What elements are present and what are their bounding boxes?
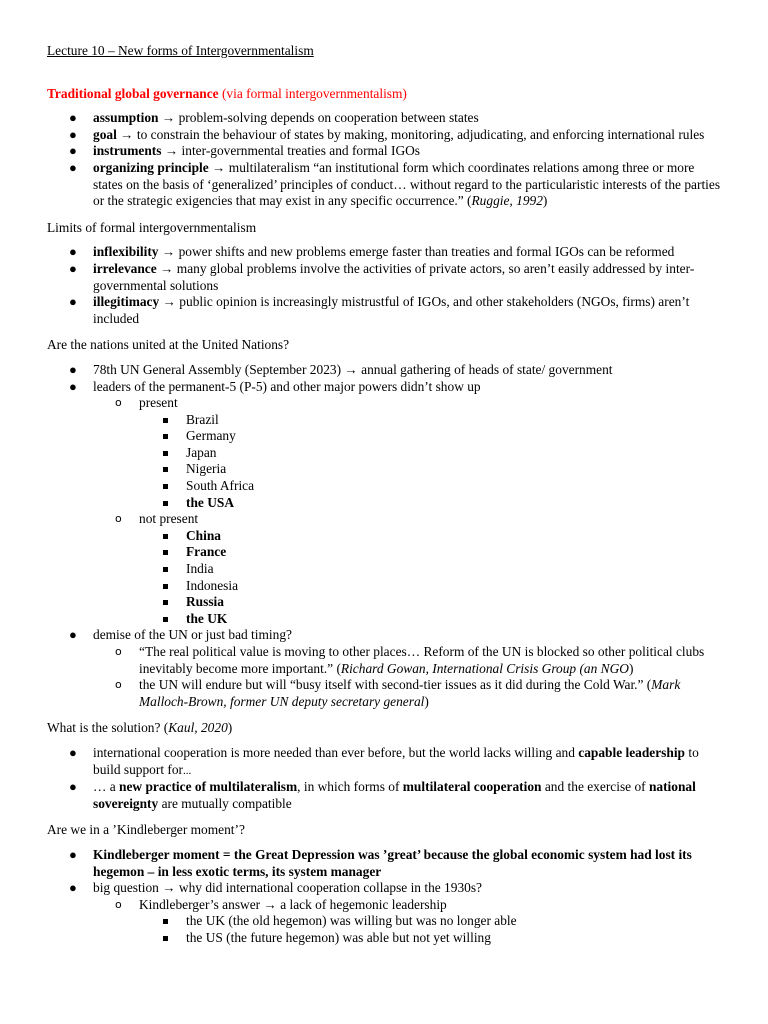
list-item: ● demise of the UN or just bad timing? o “The real political value is moving to other places… Reform of the UN is blocked so other political clubs inevitably become more important.” (Richard Gowan, International Crisis Group (an NGO) o the UN will endure but will “busy itself with second-tier issues as it did during the Cold War.” (Mark Malloch-Brown, former UN deputy secretary general) (47, 627, 727, 710)
bullet-icon: ● (69, 846, 77, 862)
kindleberger-list (47, 847, 727, 947)
list-item: ● international cooperation is more needed than ever before, but the world lacks willing and capable leadership to build support for... (69, 744, 699, 777)
arrow-icon: → (162, 294, 176, 310)
solution-list (47, 745, 727, 812)
bullet-icon: ● (69, 126, 77, 142)
arrow-icon: → (160, 260, 174, 276)
present-countries (139, 412, 727, 512)
square-bullet-icon (163, 584, 168, 589)
bullet-icon: ● (69, 880, 77, 896)
bullet-icon: ● (69, 244, 77, 260)
square-bullet-icon (163, 484, 168, 489)
square-bullet-icon (163, 567, 168, 572)
page-title: Lecture 10 – New forms of Intergovernmentalism (47, 43, 314, 58)
bullet-icon: ● (69, 378, 77, 394)
list-item-not-present: o not present China France India Indonesia Russia the UK (93, 511, 727, 627)
list-item: ● irrelevance → many global problems involve the activities of private actors, so aren’t easily addressed by inter-governmental solutions (69, 260, 695, 293)
document-page (47, 43, 727, 957)
attendance-list (93, 395, 727, 627)
bullet-icon: ● (69, 361, 77, 377)
bullet-icon: ● (69, 779, 77, 795)
square-bullet-icon (163, 617, 168, 622)
list-item: ● instruments → inter-governmental treaties and formal IGOs (69, 143, 420, 159)
section-heading-solution: What is the solution? (Kaul, 2020) (47, 720, 233, 736)
country-item: Nigeria (139, 461, 727, 478)
bullet-icon: ● (69, 260, 77, 276)
country-item: Japan (139, 445, 727, 462)
list-item: the US (the future hegemon) was able but not yet willing (139, 930, 727, 947)
limits-list (47, 244, 727, 327)
not-present-countries (139, 528, 727, 628)
traditional-governance-list (47, 110, 727, 210)
list-item: the UK (the old hegemon) was willing but was no longer able (139, 913, 727, 930)
quotes-list (93, 644, 727, 710)
list-item: ● … a new practice of multilateralism, in which forms of multilateral cooperation and the exercise of national sovereignty are mutually compatible (69, 779, 696, 811)
circle-bullet-icon: o (115, 678, 122, 692)
country-item: the USA (139, 495, 727, 512)
bullet-icon: ● (69, 110, 77, 126)
square-bullet-icon (163, 418, 168, 423)
bullet-icon: ● (69, 744, 77, 760)
bullet-icon: ● (69, 143, 77, 159)
list-item-present: o present Brazil Germany Japan Nigeria South Africa the USA (93, 395, 727, 511)
country-item: Russia (139, 594, 727, 611)
list-item: ● organizing principle → multilateralism “an institutional form which coordinates relations among three or more states on the basis of ‘generalized’ principles of conduct… without regard to the particularistic interests of the parties or the strategic exigencies that may exist in any specific occurrence.” (Ruggie, 1992) (69, 159, 721, 209)
arrow-icon: → (164, 143, 179, 159)
square-bullet-icon (163, 434, 168, 439)
square-bullet-icon (163, 451, 168, 456)
square-bullet-icon (163, 501, 168, 506)
list-item: ● goal → to constrain the behaviour of states by making, monitoring, adjudicating, and enforcing international rules (69, 126, 705, 142)
square-bullet-icon (163, 919, 168, 924)
bullet-icon: ● (69, 294, 77, 310)
circle-bullet-icon: o (115, 897, 122, 911)
hegemon-list (139, 913, 727, 946)
section-heading-un: Are the nations united at the United Nations? (47, 337, 290, 353)
square-bullet-icon (163, 534, 168, 539)
square-bullet-icon (163, 550, 168, 555)
arrow-icon: → (212, 159, 226, 175)
country-item: India (139, 561, 727, 578)
list-item: o Kindleberger’s answer → a lack of hegemonic leadership the UK (the old hegemon) was willing but was no longer able the US (the future hegemon) was able but not yet willing (93, 897, 727, 947)
list-item: ● inflexibility → power shifts and new problems emerge faster than treaties and formal IGOs can be reformed (69, 244, 675, 260)
bullet-icon: ● (69, 627, 77, 643)
country-item: China (139, 528, 727, 545)
list-item: ● leaders of the permanent-5 (P-5) and other major powers didn’t show up o present Brazil Germany Japan Nigeria South Africa the USA o not present China France India Indonesia Russia the UK (47, 379, 727, 628)
list-item: ● 78th UN General Assembly (September 2023) → annual gathering of heads of state/ government (69, 361, 613, 377)
section-heading-kindleberger: Are we in a ’Kindleberger moment’? (47, 822, 245, 838)
list-item: ● big question → why did international cooperation collapse in the 1930s? o Kindleberger’s answer → a lack of hegemonic leadership the UK (the old hegemon) was willing but was no longer able the US (the future hegemon) was able but not yet willing (47, 880, 727, 946)
arrow-icon: → (161, 244, 176, 260)
arrow-icon: → (263, 896, 277, 912)
list-item: ● assumption → problem-solving depends on cooperation between states (69, 110, 479, 126)
list-item: ● Kindleberger moment = the Great Depression was ’great’ because the global economic system had lost its hegemon – in less exotic terms, its system manager (69, 846, 692, 879)
square-bullet-icon (163, 467, 168, 472)
bullet-icon: ● (69, 159, 77, 175)
circle-bullet-icon: o (115, 396, 122, 410)
circle-bullet-icon: o (115, 645, 122, 658)
arrow-icon: → (161, 110, 176, 126)
arrow-icon: → (344, 361, 358, 377)
section-heading-traditional-governance: Traditional global governance (via formal intergovernmentalism) (47, 85, 407, 101)
country-item: South Africa (139, 478, 727, 495)
country-item: France (139, 544, 727, 561)
circle-bullet-icon: o (115, 512, 122, 526)
arrow-icon: → (120, 126, 134, 142)
country-item: Germany (139, 428, 727, 445)
section-heading-limits: Limits of formal intergovernmentalism (47, 219, 257, 235)
country-item: Indonesia (139, 578, 727, 595)
country-item: Brazil (139, 412, 727, 429)
quote-item: o “The real political value is moving to other places… Reform of the UN is blocked so other political clubs inevitably become more important.” (Richard Gowan, International Crisis Group (an NGO) (115, 644, 705, 676)
quote-item: o the UN will endure but will “busy itself with second-tier issues as it did during the Cold War.” (Mark Malloch-Brown, former UN deputy secretary general) (115, 677, 681, 709)
square-bullet-icon (163, 936, 168, 941)
square-bullet-icon (163, 600, 168, 605)
un-list (47, 362, 727, 710)
list-item: ● illegitimacy → public opinion is increasingly mistrustful of IGOs, and other stakeholders (NGOs, firms) aren’t included (69, 294, 690, 326)
kindleberger-answer-list (93, 897, 727, 947)
country-item: the UK (139, 611, 727, 628)
arrow-icon: → (162, 880, 176, 896)
